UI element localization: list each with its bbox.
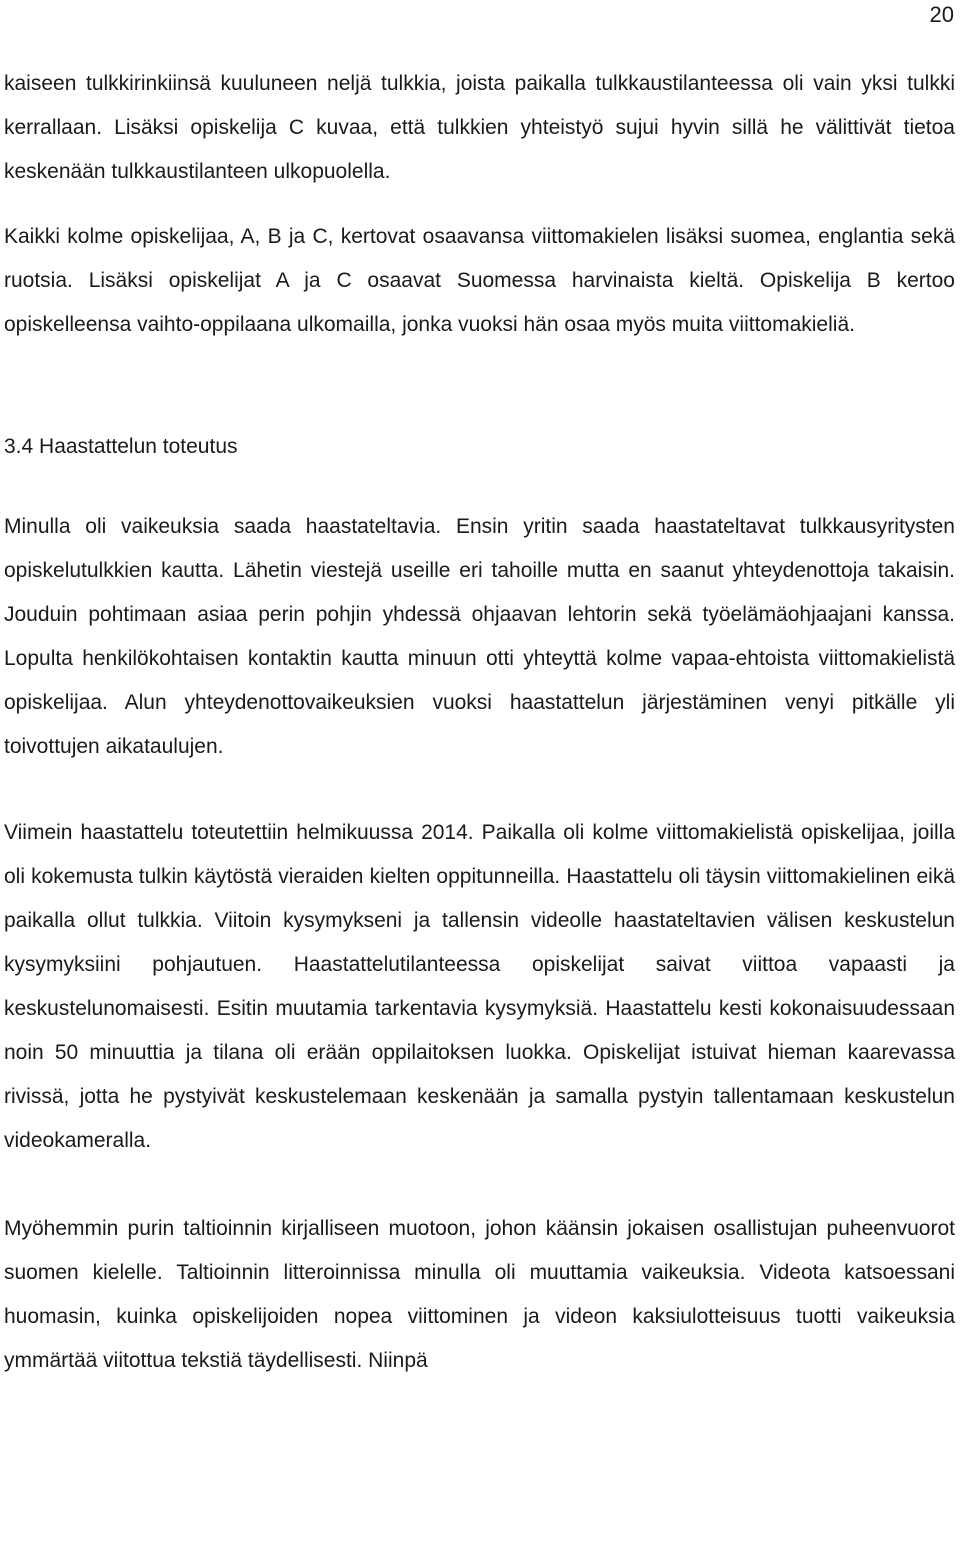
paragraph-languages: Kaikki kolme opiskelijaa, A, B ja C, kertovat osaavansa viittomakielen lisäksi suomea, englantia sekä ruotsia. Lisäksi opiskelijat A ja C osaavat Suomessa harvinaista kieltä. Opiskelija B kertoo opiskelleensa vaihto-oppilaana ulkomailla, jonka vuoksi hän osaa myös muita viittomakieliä. <box>4 225 955 336</box>
page-number: 20 <box>929 2 954 27</box>
paragraph-interpreters: kaiseen tulkkirinkiinsä kuuluneen neljä tulkkia, joista paikalla tulkkaustilanteessa oli vain yksi tulkki kerrallaan. Lisäksi opiskelija C kuvaa, että tulkkien yhteistyö sujui hyvin sillä he välittivät tietoa keskenään tulkkaustilanteen ulkopuolella. <box>4 72 955 183</box>
section-heading: 3.4 Haastattelun toteutus <box>4 435 238 458</box>
paragraph-transcription: Myöhemmin purin taltioinnin kirjalliseen muotoon, johon käänsin jokaisen osallistujan puheenvuorot suomen kielelle. Taltioinnin litteroinnissa minulla oli muuttamia vaikeuksia. Videota katsoessani huomasin, kuinka opiskelijoiden nopea viittominen ja videon kaksiulotteisuus tuotti vaikeuksia ymmärtää viitottua tekstiä täydellisesti. Niinpä <box>4 1217 955 1372</box>
paragraph-interview: Viimein haastattelu toteutettiin helmikuussa 2014. Paikalla oli kolme viittomakielistä opiskelijaa, joilla oli kokemusta tulkin käytöstä vieraiden kielten oppitunneilla. Haastattelu oli täysin viittomakielinen eikä paikalla ollut tulkkia. Viitoin kysymykseni ja tallensin videolle haastateltavien välisen keskustelun kysymyksiini pohjautuen. Haastattelutilanteessa opiskelijat saivat viittoa vapaasti ja keskustelunomaisesti. Esitin muutamia tarkentavia kysymyksiä. Haastattelu kesti kokonaisuudessaan noin 50 minuuttia ja tilana oli erään oppilaitoksen luokka. Opiskelijat istuivat hieman kaarevassa rivissä, jotta he pystyivät keskustelemaan keskenään ja samalla pystyin tallentamaan keskustelun videokameralla. <box>4 821 955 1152</box>
paragraph-recruitment: Minulla oli vaikeuksia saada haastateltavia. Ensin yritin saada haastateltavat tulkkausyritysten opiskelutulkkien kautta. Lähetin viestejä useille eri tahoille mutta en saanut yhteydenottoja takaisin. Jouduin pohtimaan asiaa perin pohjin yhdessä ohjaavan lehtorin sekä työelämäohjaajani kanssa. Lopulta henkilökohtaisen kontaktin kautta minuun otti yhteyttä kolme vapaa-ehtoista viittomakielistä opiskelijaa. Alun yhteydenottovaikeuksien vuoksi haastattelun järjestäminen venyi pitkälle yli toivottujen aikataulujen. <box>4 515 955 758</box>
document-body <box>4 62 955 1383</box>
